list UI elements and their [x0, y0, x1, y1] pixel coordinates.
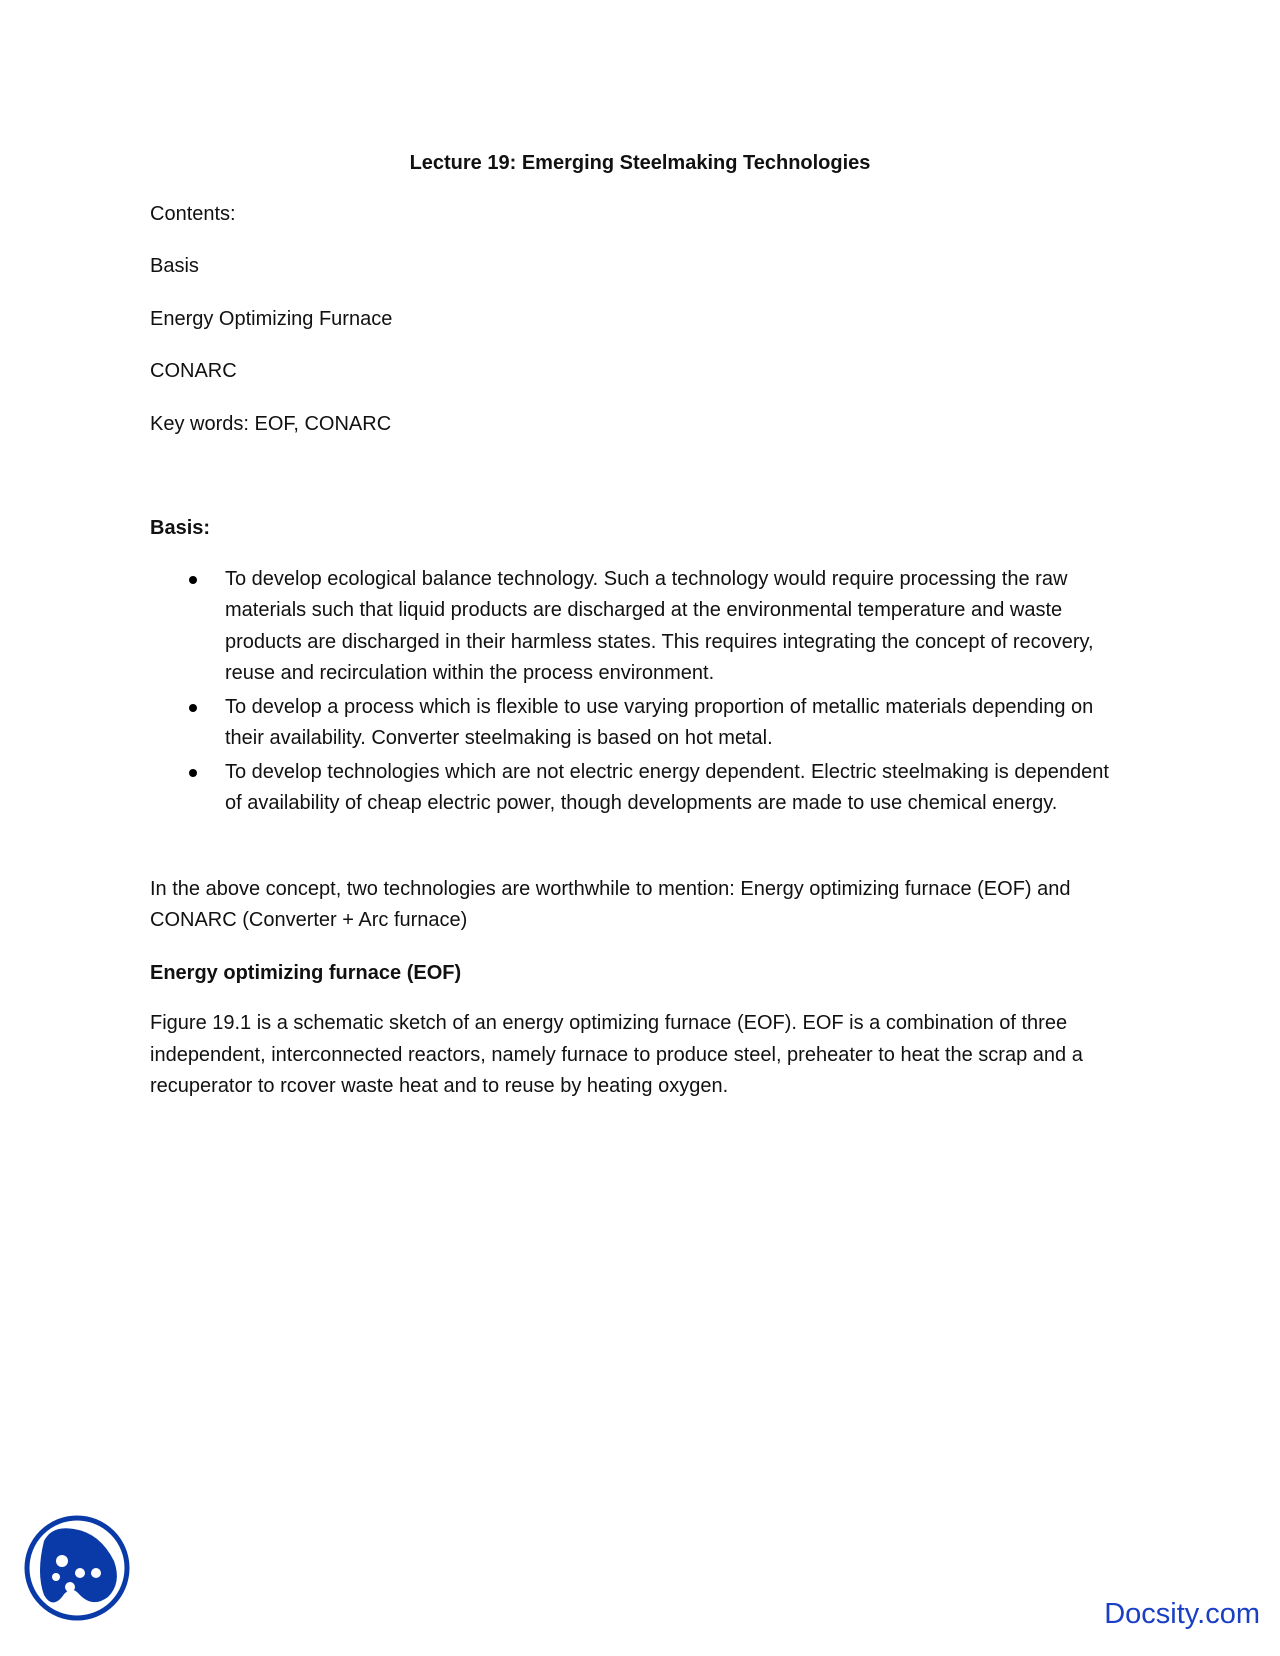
- bullet-text: To develop ecological balance technology. Such a technology would require processing the raw materials such that liquid products are discharged at the environmental temperature and waste products are discharged in their harmless states. This requires integrating the concept of recovery, reuse and recirculation within the process environment.: [225, 567, 1094, 684]
- keywords-line: Key words: EOF, CONARC: [150, 412, 392, 435]
- contents-item-conarc: CONARC: [150, 360, 237, 382]
- page-title: Lecture 19: Emerging Steelmaking Technologies: [409, 152, 871, 174]
- eof-heading: Energy optimizing furnace (EOF): [150, 961, 462, 984]
- docsity-logo-icon[interactable]: [22, 1513, 132, 1623]
- document-body: [150, 148, 1130, 1124]
- basis-bullet-list: [150, 564, 1130, 820]
- eof-paragraph: Figure 19.1 is a schematic sketch of an energy optimizing furnace (EOF). EOF is a combination of three independent, interconnected reactors, namely furnace to produce steel, preheater to heat the scrap and a recuperator to rcover waste heat and to reuse by heating oxygen.: [150, 1012, 1083, 1097]
- list-item: [150, 757, 1130, 820]
- list-item: [150, 564, 1130, 690]
- bullet-icon: [189, 769, 197, 777]
- bullet-icon: [189, 576, 197, 584]
- section-spacer: [150, 461, 1130, 513]
- basis-heading: Basis:: [150, 517, 211, 539]
- concept-paragraph: In the above concept, two technologies are worthwhile to mention: Energy optimizing furnace (EOF) and CONARC (Converter + Arc furnace): [150, 877, 1071, 931]
- contents-label: Contents:: [150, 202, 236, 225]
- contents-item-eof: Energy Optimizing Furnace: [150, 307, 393, 330]
- bullet-text: To develop technologies which are not electric energy dependent. Electric steelmaking is dependent of availability of cheap electric power, though developments are made to use chemical energy.: [225, 760, 1109, 814]
- docsity-brand-link[interactable]: Docsity.com: [1104, 1598, 1260, 1630]
- list-item: [150, 692, 1130, 755]
- bullet-icon: [189, 704, 197, 712]
- contents-item-basis: Basis: [150, 255, 199, 277]
- bullet-text: To develop a process which is flexible to use varying proportion of metallic materials depending on their availability. Converter steelmaking is based on hot metal.: [225, 695, 1094, 749]
